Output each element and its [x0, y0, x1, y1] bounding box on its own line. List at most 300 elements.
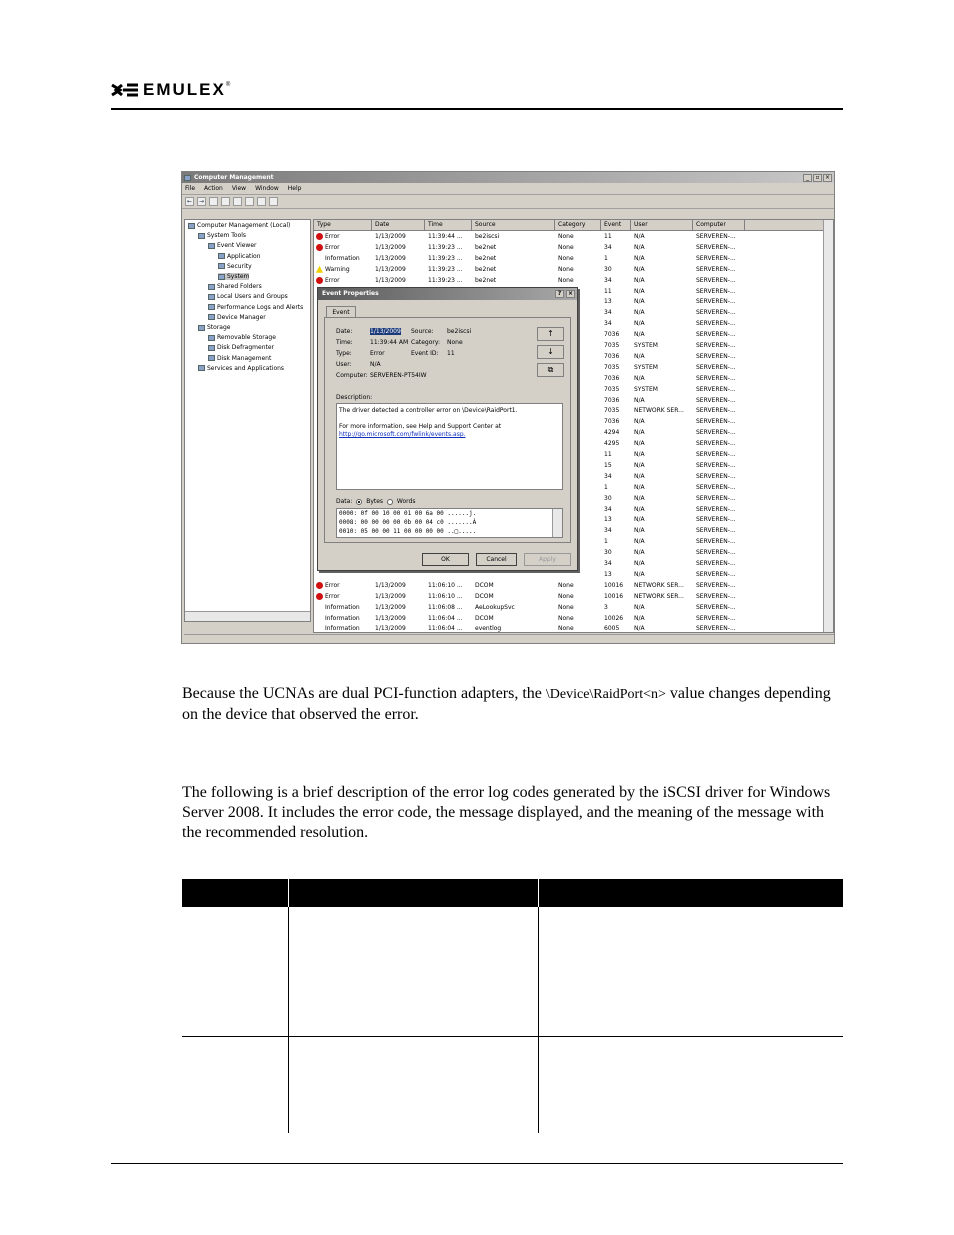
cell-computer: SERVEREN-... — [696, 461, 736, 469]
header-rule — [111, 108, 843, 110]
bytes-label: Bytes — [366, 498, 384, 505]
cell-type: Information — [325, 254, 360, 262]
cell-user: N/A — [634, 451, 645, 458]
cell-event: 4295 — [604, 440, 620, 448]
menu-item-file[interactable]: File — [185, 185, 196, 192]
cell-category: None — [558, 254, 574, 262]
column-header-user[interactable]: User — [631, 220, 693, 230]
tree-node-icon — [198, 365, 205, 371]
cell-type: Error — [325, 276, 340, 284]
cell-computer: SERVEREN-... — [696, 233, 736, 240]
tree-item[interactable] — [218, 273, 249, 280]
cell-category: None — [558, 233, 574, 240]
properties-icon[interactable] — [233, 197, 242, 206]
menu-item-action[interactable]: Action — [204, 185, 223, 192]
cell-user: N/A — [634, 320, 645, 328]
cell-user: N/A — [634, 265, 645, 273]
cell-user: N/A — [634, 418, 645, 426]
ok-button[interactable]: OK — [422, 553, 469, 566]
paragraph-text: Because the UCNAs are dual PCI-function adapters, the — [182, 685, 546, 702]
cell-user: N/A — [634, 570, 645, 578]
cell-computer: SERVEREN-... — [696, 505, 736, 513]
paragraph-text: value changes depending on the device that observed the error. — [182, 685, 831, 723]
table-header-cell — [288, 879, 538, 907]
cell-computer: SERVEREN-... — [696, 342, 736, 349]
description-line-2: For more information, see Help and Support Center at — [339, 423, 502, 430]
cell-computer: SERVEREN-... — [696, 385, 736, 393]
cell-category: None — [558, 614, 574, 622]
maximize-button[interactable]: ▫ — [813, 174, 822, 182]
error-code-table-header — [182, 879, 843, 907]
cell-user: N/A — [634, 254, 645, 262]
cell-computer: SERVEREN-... — [696, 560, 736, 567]
tree-node-icon — [208, 355, 215, 361]
help-icon[interactable] — [257, 197, 266, 206]
cell-user: N/A — [634, 560, 645, 567]
column-header-computer[interactable]: Computer — [693, 220, 745, 230]
tree-item-label: Removable Storage — [217, 334, 276, 342]
cell-event: 30 — [604, 549, 612, 557]
cell-type: Error — [325, 592, 340, 600]
cell-event: 11 — [604, 233, 612, 240]
cell-date: 1/13/2009 — [375, 254, 406, 262]
table-column-divider — [538, 907, 539, 1133]
cell-computer: SERVEREN-... — [696, 429, 736, 437]
cell-time: 11:06:04 ... — [428, 625, 463, 633]
cell-event: 7036 — [604, 396, 620, 404]
tree-item-label: System Tools — [207, 232, 247, 240]
cell-event: 7035 — [604, 363, 620, 371]
cell-event: 34 — [604, 527, 612, 535]
table-row[interactable] — [314, 602, 825, 613]
cell-user: NETWORK SER... — [634, 592, 684, 600]
dialog-close-button[interactable]: × — [567, 290, 574, 297]
user-label: User: — [336, 361, 352, 368]
cell-computer: SERVEREN-... — [696, 603, 736, 611]
cell-source: be2net — [475, 276, 497, 284]
copy-button[interactable]: ⧉ — [537, 363, 564, 377]
event-id-label: Event ID: — [411, 350, 439, 357]
column-header-type[interactable]: Type — [314, 220, 372, 230]
brand-name: EMULEX — [143, 80, 226, 99]
menu-item-help[interactable]: Help — [287, 185, 302, 192]
tree-item-label: Storage — [207, 324, 231, 331]
cell-user: N/A — [634, 243, 645, 251]
description-line-1: The driver detected a controller error on \Device\RaidPort1. — [339, 407, 518, 414]
cell-time: 11:06:08 ... — [428, 603, 463, 611]
back-icon[interactable]: ← — [186, 198, 193, 205]
cell-type: Information — [325, 603, 360, 611]
tree-node-icon — [208, 304, 215, 310]
cell-time: 11:06:04 ... — [428, 614, 463, 622]
cell-time: 11:39:23 ... — [428, 265, 463, 273]
cell-time: 11:06:10 ... — [428, 592, 463, 600]
apply-button: Apply — [524, 553, 571, 566]
cell-user: N/A — [634, 287, 645, 295]
cell-type: Warning — [325, 265, 350, 273]
data-format-row — [336, 498, 415, 505]
cell-computer: SERVEREN-... — [696, 276, 736, 284]
table-row[interactable] — [314, 613, 825, 624]
date-label: Date: — [336, 328, 353, 335]
refresh-icon[interactable] — [269, 197, 278, 206]
hex-line: 0008: 00 00 00 00 0b 00 04 c0 .......À — [339, 519, 477, 526]
cell-event: 10016 — [604, 581, 624, 589]
cell-event: 1 — [604, 254, 608, 262]
tree-item-label: Device Manager — [217, 313, 266, 321]
cell-user: N/A — [634, 331, 645, 339]
menu-bar — [182, 183, 834, 195]
cell-computer: SERVEREN-... — [696, 494, 736, 502]
cell-computer: SERVEREN-... — [696, 570, 736, 578]
cell-computer: SERVEREN-... — [696, 287, 736, 295]
user-value: N/A — [370, 361, 381, 368]
tree-node-icon — [208, 284, 215, 290]
cell-event: 13 — [604, 298, 612, 306]
toolbar — [182, 195, 834, 209]
date-value[interactable]: 1/13/2009 — [370, 328, 401, 335]
cell-time: 11:39:23 ... — [428, 276, 463, 284]
cell-user: N/A — [634, 603, 645, 611]
tree-item-label: Performance Logs and Alerts — [217, 303, 304, 311]
cancel-button[interactable]: Cancel — [476, 553, 517, 566]
cell-event: 1 — [604, 538, 608, 546]
cell-user: N/A — [634, 276, 645, 284]
cell-source: be2net — [475, 254, 497, 262]
cell-event: 7035 — [604, 342, 620, 349]
cell-source: AeLookupSvc — [475, 603, 515, 611]
cell-event: 10026 — [604, 614, 624, 622]
paragraph-error-codes: The following is a brief description of the error log codes generated by the iSCSI driver for Windows Server 2008. It includes the error code, the message displayed, and the meaning of the message with the recommended resolution. — [182, 784, 831, 841]
computer-label: Computer: — [336, 372, 368, 379]
cell-source: DCOM — [475, 592, 494, 600]
close-button[interactable]: × — [824, 173, 831, 181]
cell-event: 34 — [604, 560, 612, 567]
cell-time: 11:39:23 ... — [428, 254, 463, 262]
cell-time: 11:06:10 ... — [428, 581, 463, 589]
cell-type: Error — [325, 581, 340, 589]
table-row[interactable] — [314, 591, 825, 602]
cell-computer: SERVEREN-... — [696, 298, 736, 306]
window-titlebar — [182, 172, 834, 183]
cell-category: None — [558, 276, 574, 284]
hex-line: 0000: 0f 00 10 00 01 00 6a 00 ......j. — [339, 510, 477, 517]
cell-computer: SERVEREN-... — [696, 483, 736, 491]
cell-time: 11:39:23 ... — [428, 243, 463, 251]
column-header-time[interactable]: Time — [425, 220, 472, 230]
cell-user: N/A — [634, 538, 645, 546]
cell-user: NETWORK SER... — [634, 581, 684, 589]
dialog-titlebar — [318, 288, 577, 300]
cell-computer: SERVEREN-... — [696, 592, 736, 600]
type-label: Type: — [336, 350, 352, 357]
cell-user: SYSTEM — [634, 385, 658, 393]
cell-category: None — [558, 265, 574, 273]
cell-computer: SERVEREN-... — [696, 527, 736, 535]
column-header-date[interactable]: Date — [372, 220, 425, 230]
cell-date: 1/13/2009 — [375, 276, 406, 284]
cell-user: N/A — [634, 440, 645, 448]
tree-node-icon — [208, 243, 215, 249]
device-path: \Device\RaidPort<n> — [545, 687, 666, 702]
words-radio[interactable] — [387, 499, 393, 505]
tree-item[interactable] — [208, 283, 262, 290]
table-header-cell — [182, 879, 288, 907]
paragraph-raidport — [182, 684, 844, 725]
window-title: Computer Management — [194, 174, 274, 181]
tree-item-label: Shared Folders — [217, 283, 262, 291]
event-properties-dialog — [317, 287, 578, 571]
cell-user: N/A — [634, 483, 645, 491]
cell-source: eventlog — [475, 625, 502, 633]
hex-line: 0010: 05 00 00 11 00 00 00 00 ..□..... — [339, 528, 477, 535]
cell-event: 11 — [604, 451, 612, 458]
cell-date: 1/13/2009 — [375, 625, 406, 633]
cell-time: 11:39:44 ... — [428, 233, 463, 240]
tree-item[interactable] — [208, 304, 303, 311]
cell-user: N/A — [634, 352, 645, 360]
cell-computer: SERVEREN-... — [696, 581, 736, 589]
cell-source: be2net — [475, 265, 497, 273]
forward-icon[interactable]: → — [198, 198, 205, 205]
cell-computer: SERVEREN-... — [696, 396, 736, 404]
cell-event: 11 — [604, 287, 612, 295]
minimize-button[interactable]: _ — [803, 174, 812, 182]
trademark: ® — [225, 82, 231, 88]
data-label: Data: — [336, 498, 353, 505]
time-value: 11:39:44 AM — [370, 339, 409, 346]
console-tree — [184, 219, 311, 622]
cell-event: 13 — [604, 516, 612, 524]
computer-icon — [184, 175, 191, 181]
table-row[interactable] — [314, 275, 825, 286]
next-event-button[interactable]: ↓ — [537, 345, 564, 359]
cell-computer: SERVEREN-... — [696, 625, 736, 633]
data-box-scrollbar[interactable] — [552, 509, 562, 537]
cell-computer: SERVEREN-... — [696, 472, 736, 480]
cell-date: 1/13/2009 — [375, 592, 406, 600]
cell-category: None — [558, 592, 574, 600]
tree-item[interactable] — [208, 314, 266, 321]
cell-event: 30 — [604, 265, 612, 273]
tree-item[interactable] — [188, 222, 290, 229]
description-label: Description: — [336, 394, 373, 401]
tree-item-label: Services and Applications — [207, 364, 285, 372]
cell-user: NETWORK SER... — [634, 407, 684, 415]
tab-event[interactable]: Event — [326, 306, 356, 318]
cell-event: 34 — [604, 243, 612, 251]
tree-item[interactable] — [208, 344, 274, 351]
cell-computer: SERVEREN-... — [696, 440, 736, 448]
cell-computer: SERVEREN-... — [696, 363, 736, 371]
cell-event: 7035 — [604, 407, 620, 415]
cell-computer: SERVEREN-... — [696, 243, 736, 251]
table-row[interactable] — [314, 580, 825, 591]
cell-date: 1/13/2009 — [375, 265, 406, 273]
category-label: Category: — [411, 339, 440, 346]
cell-date: 1/13/2009 — [375, 243, 406, 251]
category-value: None — [447, 339, 463, 346]
cell-computer: SERVEREN-... — [696, 374, 736, 382]
tree-item[interactable] — [208, 334, 276, 341]
cell-date: 1/13/2009 — [375, 603, 406, 611]
table-row-divider — [182, 1036, 843, 1037]
tree-item-label: System — [227, 273, 250, 280]
cell-computer: SERVEREN-... — [696, 549, 736, 557]
tree-item-label: Event Viewer — [217, 242, 257, 250]
cell-user: N/A — [634, 549, 645, 557]
type-value: Error — [370, 350, 385, 357]
cell-user: N/A — [634, 516, 645, 524]
cell-date: 1/13/2009 — [375, 233, 406, 240]
cell-source: be2net — [475, 243, 497, 251]
dialog-help-button[interactable]: ? — [555, 290, 564, 298]
cell-event: 7035 — [604, 385, 620, 393]
cell-event: 15 — [604, 461, 612, 469]
tree-item-label: Disk Management — [217, 354, 272, 362]
tree-horizontal-scrollbar[interactable] — [185, 611, 310, 621]
description-box[interactable] — [336, 403, 563, 490]
cell-computer: SERVEREN-... — [696, 352, 736, 360]
cell-computer: SERVEREN-... — [696, 331, 736, 339]
cell-category: None — [558, 243, 574, 251]
cell-type: Error — [325, 243, 340, 251]
cell-category: None — [558, 603, 574, 611]
emulex-logo — [111, 80, 230, 100]
tree-item[interactable] — [198, 365, 284, 372]
table-column-divider — [288, 907, 289, 1133]
cell-user: SYSTEM — [634, 363, 658, 371]
cell-user: N/A — [634, 374, 645, 382]
tree-node-icon — [208, 335, 215, 341]
tree-item-label: Computer Management (Local) — [197, 222, 291, 229]
tree-item[interactable] — [198, 324, 230, 331]
column-header-category[interactable]: Category — [555, 220, 601, 230]
cell-computer: SERVEREN-... — [696, 451, 736, 458]
cell-date: 1/13/2009 — [375, 614, 406, 622]
cell-event: 7036 — [604, 331, 620, 339]
cell-computer: SERVEREN-... — [696, 254, 736, 262]
table-row[interactable] — [314, 623, 825, 633]
tree-item-label: Local Users and Groups — [217, 293, 288, 301]
previous-event-button[interactable]: ↑ — [537, 327, 564, 341]
cell-computer: SERVEREN-... — [696, 538, 736, 546]
cell-event: 4294 — [604, 429, 620, 437]
cell-event: 3 — [604, 603, 608, 611]
column-header-source[interactable]: Source — [472, 220, 555, 230]
table-row[interactable] — [314, 253, 825, 264]
cell-computer: SERVEREN-... — [696, 418, 736, 426]
cell-computer: SERVEREN-... — [696, 516, 736, 524]
table-row[interactable] — [314, 242, 825, 253]
cell-type: Information — [325, 614, 360, 622]
cell-date: 1/13/2009 — [375, 581, 406, 589]
cell-user: N/A — [634, 233, 645, 240]
tree-item-label: Disk Defragmenter — [217, 344, 275, 352]
cell-event: 7036 — [604, 374, 620, 382]
source-value: be2iscsi — [447, 328, 472, 335]
cell-user: N/A — [634, 494, 645, 502]
show-tree-icon[interactable] — [221, 197, 230, 206]
cell-type: Error — [325, 233, 340, 240]
cell-computer: SERVEREN-... — [696, 614, 736, 622]
cell-event: 6005 — [604, 625, 620, 633]
cell-event: 10016 — [604, 592, 624, 600]
cell-user: N/A — [634, 461, 645, 469]
cell-user: N/A — [634, 527, 645, 535]
tree-node-icon — [188, 223, 195, 229]
tree-item-label: Application — [227, 252, 261, 260]
tree-item[interactable] — [218, 263, 252, 270]
computer-value: SERVEREN-PT54IW — [370, 372, 427, 379]
cell-category: None — [558, 625, 574, 633]
cell-computer: SERVEREN-... — [696, 265, 736, 273]
cell-source: DCOM — [475, 581, 494, 589]
export-icon[interactable] — [245, 197, 254, 206]
cell-user: N/A — [634, 625, 645, 633]
tree-item[interactable] — [198, 232, 246, 239]
menu-item-view[interactable]: View — [231, 185, 247, 192]
table-row[interactable] — [314, 264, 825, 275]
cell-computer: SERVEREN-... — [696, 320, 736, 328]
cell-event: 34 — [604, 276, 612, 284]
cell-user: N/A — [634, 396, 645, 404]
bytes-radio[interactable] — [356, 499, 362, 505]
tree-node-icon — [198, 233, 205, 239]
table-row[interactable] — [314, 231, 825, 242]
cell-event: 1 — [604, 483, 608, 491]
tree-node-icon — [218, 253, 225, 259]
help-link[interactable]: http://go.microsoft.com/fwlink/events.asp. — [339, 431, 466, 438]
up-folder-icon[interactable] — [209, 197, 218, 206]
tree-node-icon — [208, 345, 215, 351]
cell-event: 34 — [604, 472, 612, 480]
cell-source: DCOM — [475, 614, 494, 622]
cell-event: 7036 — [604, 418, 620, 426]
tree-node-icon — [198, 325, 205, 331]
cell-user: N/A — [634, 472, 645, 480]
dialog-title: Event Properties — [322, 290, 379, 297]
tree-node-icon — [218, 263, 225, 269]
cell-user: SYSTEM — [634, 342, 658, 349]
tree-item[interactable] — [208, 293, 288, 300]
footer-rule — [111, 1163, 843, 1164]
cell-user: N/A — [634, 309, 645, 317]
words-label: Words — [396, 498, 416, 505]
cell-event: 30 — [604, 494, 612, 502]
time-label: Time: — [336, 339, 353, 346]
data-box[interactable] — [336, 508, 563, 538]
tree-node-icon — [208, 314, 215, 320]
tree-item[interactable] — [208, 242, 257, 249]
cell-type: Information — [325, 625, 360, 633]
tree-item[interactable] — [218, 253, 261, 260]
tree-item[interactable] — [208, 355, 271, 362]
cell-user: N/A — [634, 429, 645, 437]
cell-computer: SERVEREN-... — [696, 407, 736, 415]
cell-event: 34 — [604, 505, 612, 513]
tree-item-label: Security — [227, 262, 252, 270]
menu-item-window[interactable]: Window — [255, 185, 279, 192]
cell-user: N/A — [634, 614, 645, 622]
event-list-header — [314, 220, 825, 231]
cell-user: N/A — [634, 505, 645, 513]
event-id-value: 11 — [447, 350, 455, 357]
cell-event: 13 — [604, 570, 612, 578]
cell-source: be2iscsi — [475, 233, 500, 240]
column-header-event[interactable]: Event — [601, 220, 631, 230]
source-label: Source: — [411, 328, 434, 335]
